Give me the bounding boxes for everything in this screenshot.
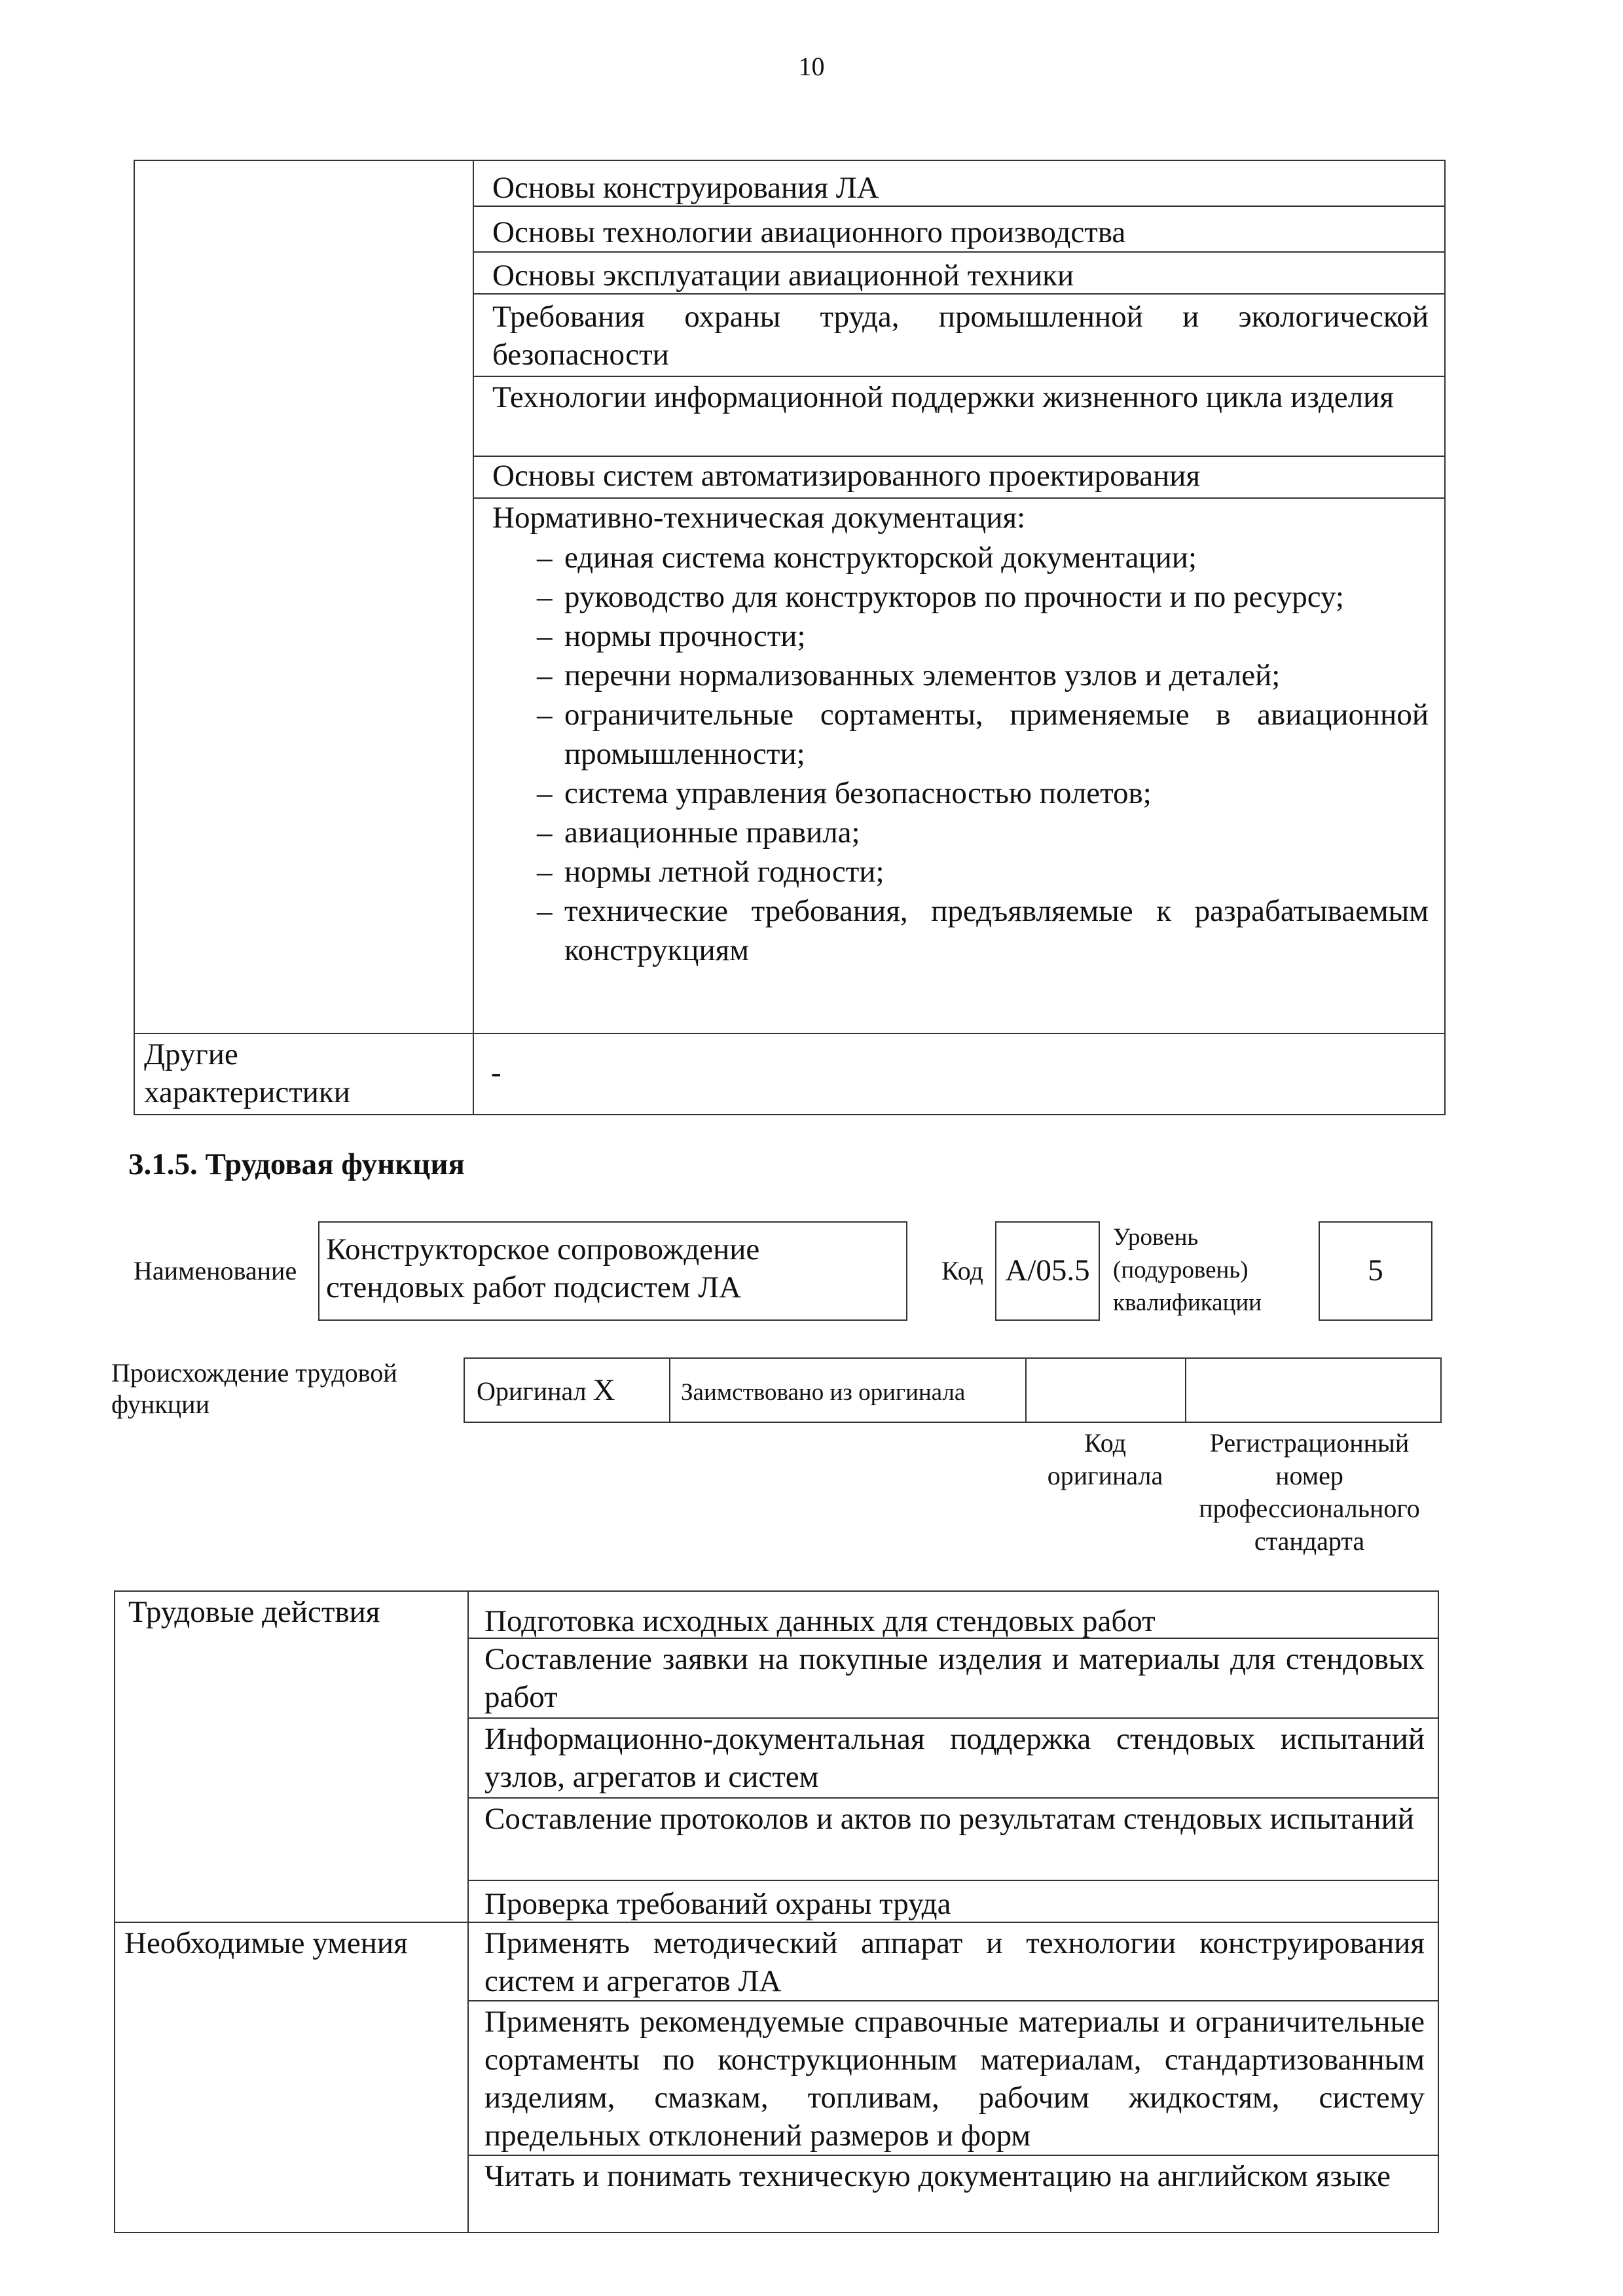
row-line <box>473 376 1446 377</box>
origin-original-label: Оригинал <box>477 1376 587 1406</box>
norms-item <box>486 577 1429 617</box>
list-dash: – <box>537 894 553 928</box>
origin-original-mark: X <box>593 1373 615 1407</box>
code-label: Код <box>941 1256 983 1285</box>
knowledge-item: Основы конструирования ЛА <box>492 171 879 205</box>
name-label: Наименование <box>134 1256 297 1285</box>
actions-label: Трудовые действия <box>128 1595 380 1629</box>
knowledge-item: Основы эксплуатации авиационной техники <box>492 259 1074 293</box>
action-item: Информационно-документальная поддержка стендовых испытаний узлов, агрегатов и систем <box>484 1722 1425 1794</box>
section-title: 3.1.5. Трудовая функция <box>128 1147 465 1181</box>
other-characteristics-value: - <box>491 1056 501 1090</box>
skill-item: Применять методический аппарат и технологии конструирования систем и агрегатов ЛА <box>484 1926 1425 1998</box>
origin-divider <box>1185 1357 1186 1423</box>
knowledge-item: Основы технологии авиационного производства <box>492 215 1126 249</box>
origin-divider <box>669 1357 670 1423</box>
norms-item <box>486 852 1429 891</box>
row-line <box>467 1797 1439 1799</box>
other-characteristics-label: Другие характеристики <box>144 1037 350 1109</box>
row-line <box>473 251 1446 253</box>
norms-item <box>486 774 1429 813</box>
origin-label: Происхождение трудовой функции <box>111 1358 397 1419</box>
row-line <box>467 1717 1439 1719</box>
knowledge-item: Требования охраны труда, промышленной и экологической безопасности <box>492 300 1429 372</box>
list-dash: – <box>537 816 553 850</box>
row-line <box>134 1033 1446 1034</box>
row-line <box>467 2000 1439 2001</box>
knowledge-item: Технологии информационной поддержки жизненного цикла изделия <box>492 380 1394 414</box>
name-value: Конструкторское сопровождение стендовых работ подсистем ЛА <box>326 1232 760 1304</box>
norms-list <box>486 538 1429 970</box>
action-item: Составление протоколов и актов по результатам стендовых испытаний <box>484 1802 1414 1836</box>
origin-code-caption: Код оригинала <box>1047 1428 1163 1490</box>
list-dash: – <box>537 776 553 810</box>
action-item: Подготовка исходных данных для стендовых работ <box>484 1604 1156 1638</box>
code-value: А/05.5 <box>1005 1253 1090 1287</box>
norms-item-text: технические требования, предъявляемые к разрабатываемым конструкциям <box>564 894 1429 967</box>
norms-item <box>486 695 1429 774</box>
action-item: Проверка требований охраны труда <box>484 1887 951 1921</box>
skill-item: Применять рекомендуемые справочные материалы и ограничительные сортаменты по конструкционным материалам, стандартизованным изделиям, смазкам, топливам, рабочим жидкостям, систему предельных отклонений размеров и форм <box>484 2005 1425 2153</box>
norms-item-text: руководство для конструкторов по прочности и по ресурсу; <box>564 580 1344 614</box>
list-dash: – <box>537 580 553 614</box>
page-number: 10 <box>798 52 825 81</box>
list-dash: – <box>537 619 553 653</box>
level-label: Уровень (подуровень) квалификации <box>1113 1224 1262 1316</box>
norms-item <box>486 891 1429 970</box>
norms-item-text: авиационные правила; <box>564 816 860 850</box>
row-line <box>467 2155 1439 2156</box>
norms-item-text: единая система конструкторской документации; <box>564 541 1197 575</box>
origin-reg-caption: Регистрационный номер профессионального стандарта <box>1199 1428 1420 1556</box>
norms-item-text: перечни нормализованных элементов узлов и деталей; <box>564 658 1281 692</box>
norms-item <box>486 617 1429 656</box>
level-value: 5 <box>1368 1253 1383 1287</box>
norms-item-text: ограничительные сортаменты, применяемые в авиационной промышленности; <box>564 698 1429 771</box>
row-line <box>467 1880 1439 1881</box>
norms-item-text: нормы прочности; <box>564 619 806 653</box>
list-dash: – <box>537 698 553 732</box>
skill-item: Читать и понимать техническую документацию на английском языке <box>484 2159 1391 2193</box>
norms-item <box>486 813 1429 852</box>
origin-borrowed: Заимствовано из оригинала <box>681 1379 966 1406</box>
origin-divider <box>1025 1357 1027 1423</box>
norms-item-text: нормы летной годности; <box>564 855 884 889</box>
action-item: Составление заявки на покупные изделия и материалы для стендовых работ <box>484 1642 1425 1714</box>
origin-original <box>477 1374 615 1407</box>
norms-item <box>486 656 1429 695</box>
norms-heading: Нормативно-техническая документация: <box>492 501 1026 535</box>
list-dash: – <box>537 658 553 692</box>
norms-item <box>486 538 1429 577</box>
norms-item-text: система управления безопасностью полетов; <box>564 776 1152 810</box>
column-divider <box>473 160 474 1115</box>
list-dash: – <box>537 541 553 575</box>
knowledge-item: Основы систем автоматизированного проектирования <box>492 459 1201 493</box>
list-dash: – <box>537 855 553 889</box>
column-divider <box>467 1590 469 2233</box>
skills-label: Необходимые умения <box>124 1926 408 1960</box>
